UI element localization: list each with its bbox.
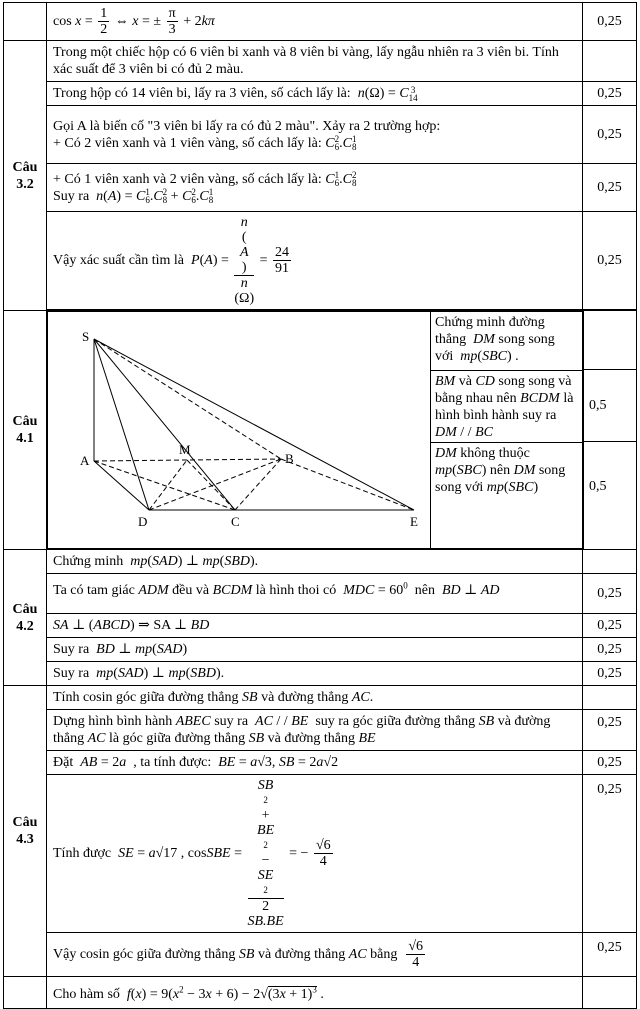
label-line2: 4.2 (16, 618, 34, 634)
question-label-3-2 (4, 41, 47, 311)
edge-ac (94, 461, 235, 510)
q32-row-4 (4, 212, 637, 310)
label-e: E (410, 514, 418, 529)
label-m: M (179, 442, 191, 457)
edge-mc (187, 460, 235, 510)
q42-sa-perp (47, 614, 583, 638)
function-render: Cho hàm số $f(x) = 9(x^2 - 3x + 6) - 2√(3x + 1)^3$ . (53, 984, 324, 1003)
q43-row3-render: Tính được SE = a√17 , cosSBE = SB 2 + BE 2 − SE 2 2 SB.BE = − $\frac{√6}{4}$ (53, 778, 331, 929)
points-cell: 0,25 (583, 614, 637, 638)
points-cell: 0,25 (583, 106, 637, 164)
answer-table (3, 2, 637, 1009)
edge-sb (94, 339, 281, 459)
q43-conclusion (47, 933, 583, 977)
q42-bd-perp (47, 638, 583, 662)
edge-sc (94, 339, 235, 510)
q43-task (47, 686, 583, 710)
points-cell (583, 550, 637, 574)
question-label-4-1 (4, 311, 47, 550)
q43-row-0 (4, 686, 637, 710)
edge-bc (235, 459, 281, 510)
q42-row2-render: SA ⊥ (ABCD) ⇒ SA ⊥ BD (53, 618, 210, 633)
label-line2: 3.2 (16, 176, 34, 192)
label-line1: Câu (12, 601, 38, 617)
empty-label-cell (4, 3, 47, 41)
q42-conclusion (47, 662, 583, 686)
q43-parallelogram (47, 710, 583, 751)
points-cell: 0,25 (583, 212, 637, 310)
q42-row-1 (4, 574, 637, 614)
points-cell: 0,25 (583, 775, 637, 933)
q41-points-2: 0,5 (583, 369, 636, 441)
q41-note-3 (431, 442, 583, 532)
function-definition (47, 977, 583, 1009)
q32-row3-render: + Có 1 viên xanh và 2 viên vàng, số cách lấy là: C 1 6 .C 2 8 Suy ra n(A) = C 1 6 .C 2 8 + C 2 6 .C 1 8 (53, 170, 357, 206)
edge-be (281, 459, 414, 510)
q43-lengths (47, 751, 583, 775)
q41-side-notes (431, 312, 584, 549)
label-line1: Câu (12, 159, 38, 175)
last-row (4, 977, 637, 1009)
q42-row-2 (4, 614, 637, 638)
q41-points-1 (583, 311, 636, 369)
points-cell: 0,25 (583, 751, 637, 775)
q41-note-1 (431, 312, 583, 370)
points-cell: 0,25 (583, 164, 637, 212)
q32-sample-space-render: Trong hộp có 14 viên bi, lấy ra 3 viên, số cách lấy là: n(Ω) = C 3 14 (53, 84, 418, 103)
empty-points-cell (583, 41, 637, 82)
cos-equation-render: cos x = $\frac{1}{2}$ ⇔ x = ± $\frac{\pi}{3}$ + 2kπ (53, 6, 215, 37)
edge-sd (94, 339, 149, 510)
q42-task-render: Chứng minh mp(SAD) ⊥ mp(SBD). (53, 554, 259, 569)
label-s: S (82, 329, 90, 344)
q42-row-4 (4, 662, 637, 686)
q43-row-2 (4, 751, 637, 775)
points-cell: 0,25 (583, 933, 637, 977)
q42-row3-render: Suy ra BD ⊥ mp(SAD) (53, 642, 188, 657)
q42-row-0 (4, 550, 637, 574)
q43-row4-render: Vậy cosin góc giữa đường thẳng SB và đường thẳng AC bằng $\frac{√6}{4}$ (53, 939, 424, 970)
q42-row4-render: Suy ra mp(SAD) ⊥ mp(SBD). (53, 666, 225, 681)
empty-points-cell (583, 977, 637, 1009)
label-line2: 4.3 (16, 832, 34, 847)
q42-row-3 (4, 638, 637, 662)
label-line1: Câu (12, 815, 38, 830)
q41-points (583, 311, 637, 550)
q42-row1-render: Ta có tam giác ADM đều và BCDM là hình thoi có MDC = $60^0$ nên BD ⊥ AD (53, 580, 500, 598)
label-line1: Câu (12, 414, 38, 429)
question-label-4-2 (4, 550, 47, 686)
points-cell: 0,25 (583, 82, 637, 106)
q43-row1-render: Dựng hình bình hành ABEC suy ra AC / / BE suy ra góc giữa đường thẳng SB và đường thẳng AC là góc giữa đường thẳng SB và đường thẳng BE (53, 714, 551, 746)
q32-row-2 (4, 106, 637, 164)
q32-event-case1 (47, 106, 583, 164)
points-cell: 0,25 (583, 710, 637, 751)
q43-row-4 (4, 933, 637, 977)
q43-row-1 (4, 710, 637, 751)
empty-label-cell (4, 977, 47, 1009)
q41-content (47, 311, 583, 550)
points-cell (583, 686, 637, 710)
label-d: D (138, 514, 148, 529)
q32-probability (47, 212, 583, 310)
label-line2: 4.1 (16, 431, 34, 446)
q32-case2 (47, 164, 583, 212)
q41-note2-render: BM và CD song song và bằng nhau nên BCDM là hình bình hành suy ra DM / / BC (435, 374, 574, 440)
q32-row-1 (4, 82, 637, 106)
q42-rhombus (47, 574, 583, 614)
label-b: B (285, 451, 294, 466)
q32-sample-space (47, 82, 583, 106)
q43-row2-render: Đặt AB = 2a , ta tính được: BE = a√3, SB = 2a√2 (53, 755, 339, 770)
pyramid-figure (54, 315, 437, 545)
points-cell: 0,25 (583, 662, 637, 686)
row-cos-solution (4, 3, 637, 41)
points-cell: 0,25 (583, 574, 637, 614)
q32-row-3 (4, 164, 637, 212)
q41-points-3: 0,5 (583, 441, 636, 531)
q43-cosine (47, 775, 583, 933)
q43-row-3 (4, 775, 637, 933)
q41-note-2 (431, 370, 583, 442)
q41-note1-render: Chứng minh đường thẳng DM song song với mp(SBC) . (435, 315, 555, 364)
label-c: C (231, 514, 240, 529)
q42-task (47, 550, 583, 574)
pyramid-figure-cell (48, 312, 431, 549)
q41-row (4, 311, 637, 550)
points-cell: 0,25 (583, 3, 637, 41)
cos-equation (47, 3, 583, 41)
points-cell: 0,25 (583, 638, 637, 662)
label-a: A (80, 453, 90, 468)
q41-note3-render: DM không thuộc mp(SBC) nên DM song song với mp(SBC) (435, 446, 566, 495)
question-label-4-3 (4, 686, 47, 977)
q32-intro-row (4, 41, 637, 82)
q32-row4-render: Vậy xác suất cần tìm là P(A) = n ( A ) n (Ω) = $\frac{24}{91}$ (53, 215, 290, 306)
q32-row2-render: Gọi A là biến cố "3 viên bi lấy ra có đủ 2 màu". Xảy ra 2 trường hợp: + Có 2 viên xanh và 1 viên vàng, số cách lấy là: C 2 6 .C 1 8 (53, 118, 441, 153)
q32-intro: Trong một chiếc hộp có 6 viên bi xanh và 8 viên bi vàng, lấy ngẫu nhiên ra 3 viên bi. Tính xác suất để 3 viên bi có đủ 2 màu. (47, 41, 583, 82)
edge-se (94, 339, 414, 510)
q43-task-render: Tính cosin góc giữa đường thẳng SB và đường thẳng AC. (53, 690, 374, 705)
